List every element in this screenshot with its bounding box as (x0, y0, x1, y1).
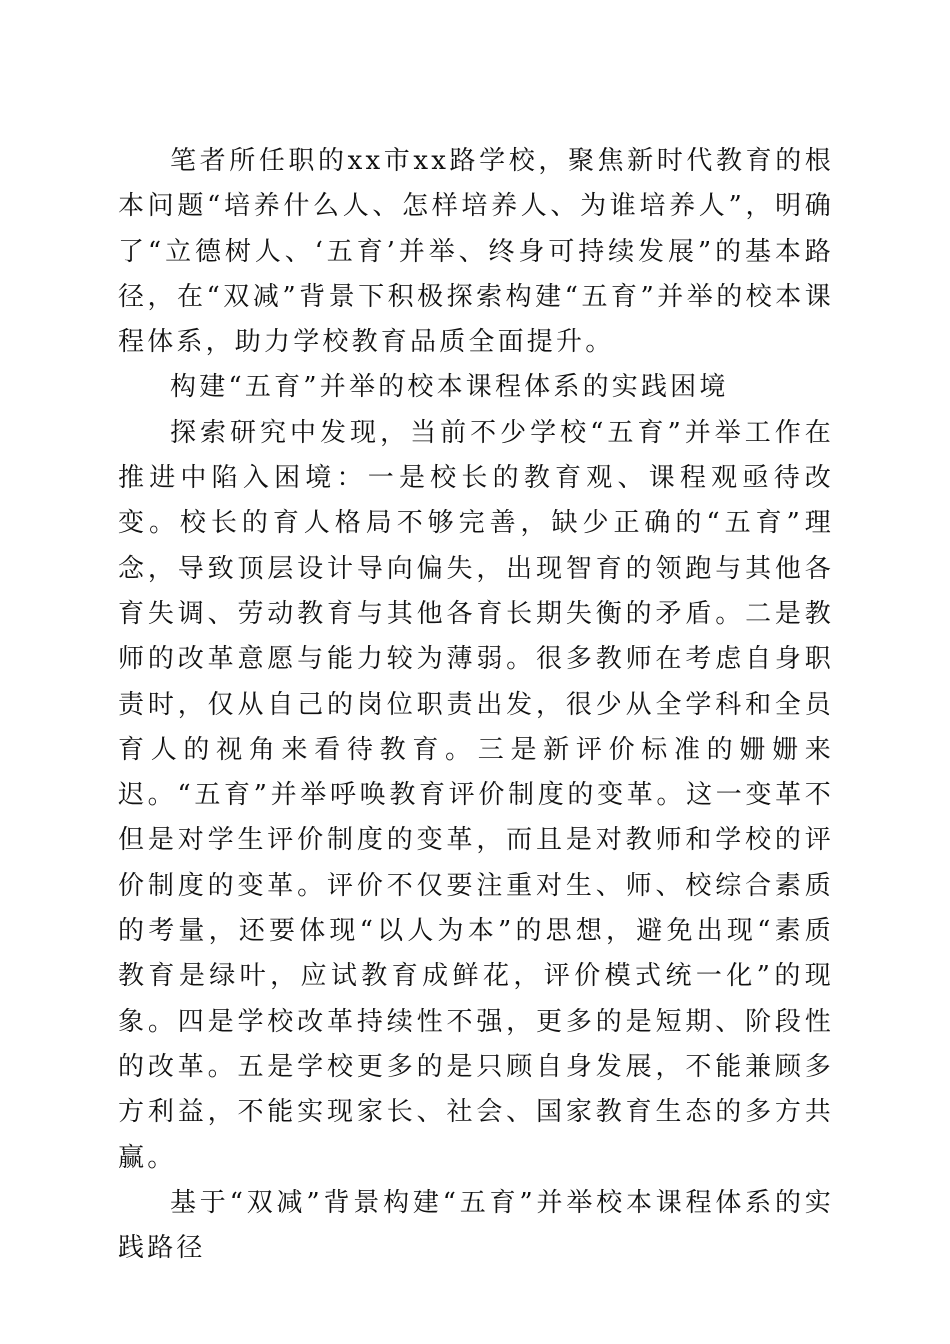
section-heading-dilemma: 构建“五育”并举的校本课程体系的实践困境 (170, 372, 729, 403)
section-heading-path: 基于“双减”背景构建“五育”并举校本课程体系的实践路径 (118, 1187, 834, 1264)
document-body (118, 139, 834, 1271)
intro-paragraph: 笔者所任职的xx市xx路学校，聚焦新时代教育的根本问题“培养什么人、怎样培养人、为谁培养人”，明确了“立德树人、‘五育’并举、终身可持续发展”的基本路径，在“双减”背景下积极探索构建“五育”并举的校本课程体系，助力学校教育品质全面提升。 (118, 146, 834, 358)
dilemma-paragraph: 探索研究中发现，当前不少学校“五育”并举工作在推进中陷入困境：一是校长的教育观、课程观亟待改变。校长的育人格局不够完善，缺少正确的“五育”理念，导致顶层设计导向偏失，出现智育的领跑与其他各育失调、劳动教育与其他各育长期失衡的矛盾。二是教师的改革意愿与能力较为薄弱。很多教师在考虑自身职责时，仅从自己的岗位职责出发，很少从全学科和全员育人的视角来看待教育。三是新评价标准的姗姗来迟。“五育”并举呼唤教育评价制度的变革。这一变革不但是对学生评价制度的变革，而且是对教师和学校的评价制度的变革。评价不仅要注重对生、师、校综合素质的考量，还要体现“以人为本”的思想，避免出现“素质教育是绿叶，应试教育成鲜花，评价模式统一化”的现象。四是学校改革持续性不强，更多的是短期、阶段性的改革。五是学校更多的是只顾自身发展，不能兼顾多方利益，不能实现家长、社会、国家教育生态的多方共赢。 (118, 417, 834, 1173)
